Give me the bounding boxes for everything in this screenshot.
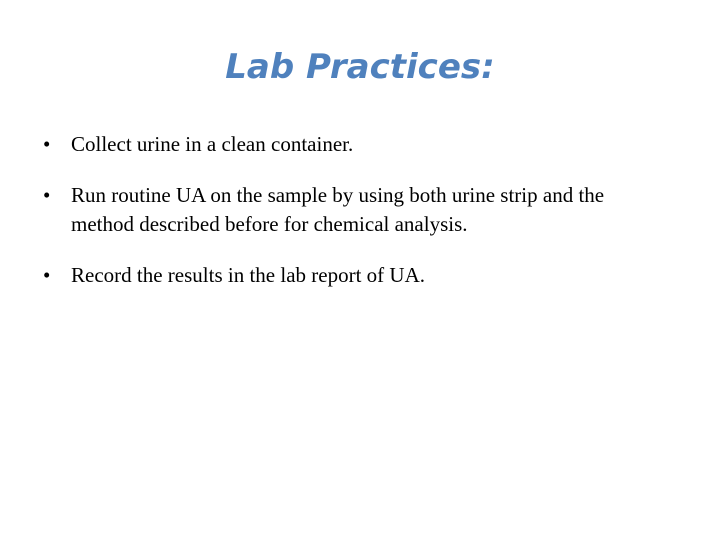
bullet-marker: • bbox=[43, 263, 51, 287]
bullet-text: Collect urine in a clean container. bbox=[71, 132, 354, 156]
bullet-item bbox=[43, 130, 663, 159]
bullet-marker: • bbox=[43, 183, 51, 207]
slide-title: Lab Practices: bbox=[225, 47, 495, 87]
bullet-text: Run routine UA on the sample by using both urine strip and the method described before for chemical analysis. bbox=[71, 183, 605, 236]
bullet-text: Record the results in the lab report of UA. bbox=[71, 263, 425, 287]
bullet-marker: • bbox=[43, 132, 51, 156]
bullet-item bbox=[43, 261, 663, 290]
bullet-item bbox=[43, 181, 663, 239]
bullet-list bbox=[43, 130, 663, 312]
